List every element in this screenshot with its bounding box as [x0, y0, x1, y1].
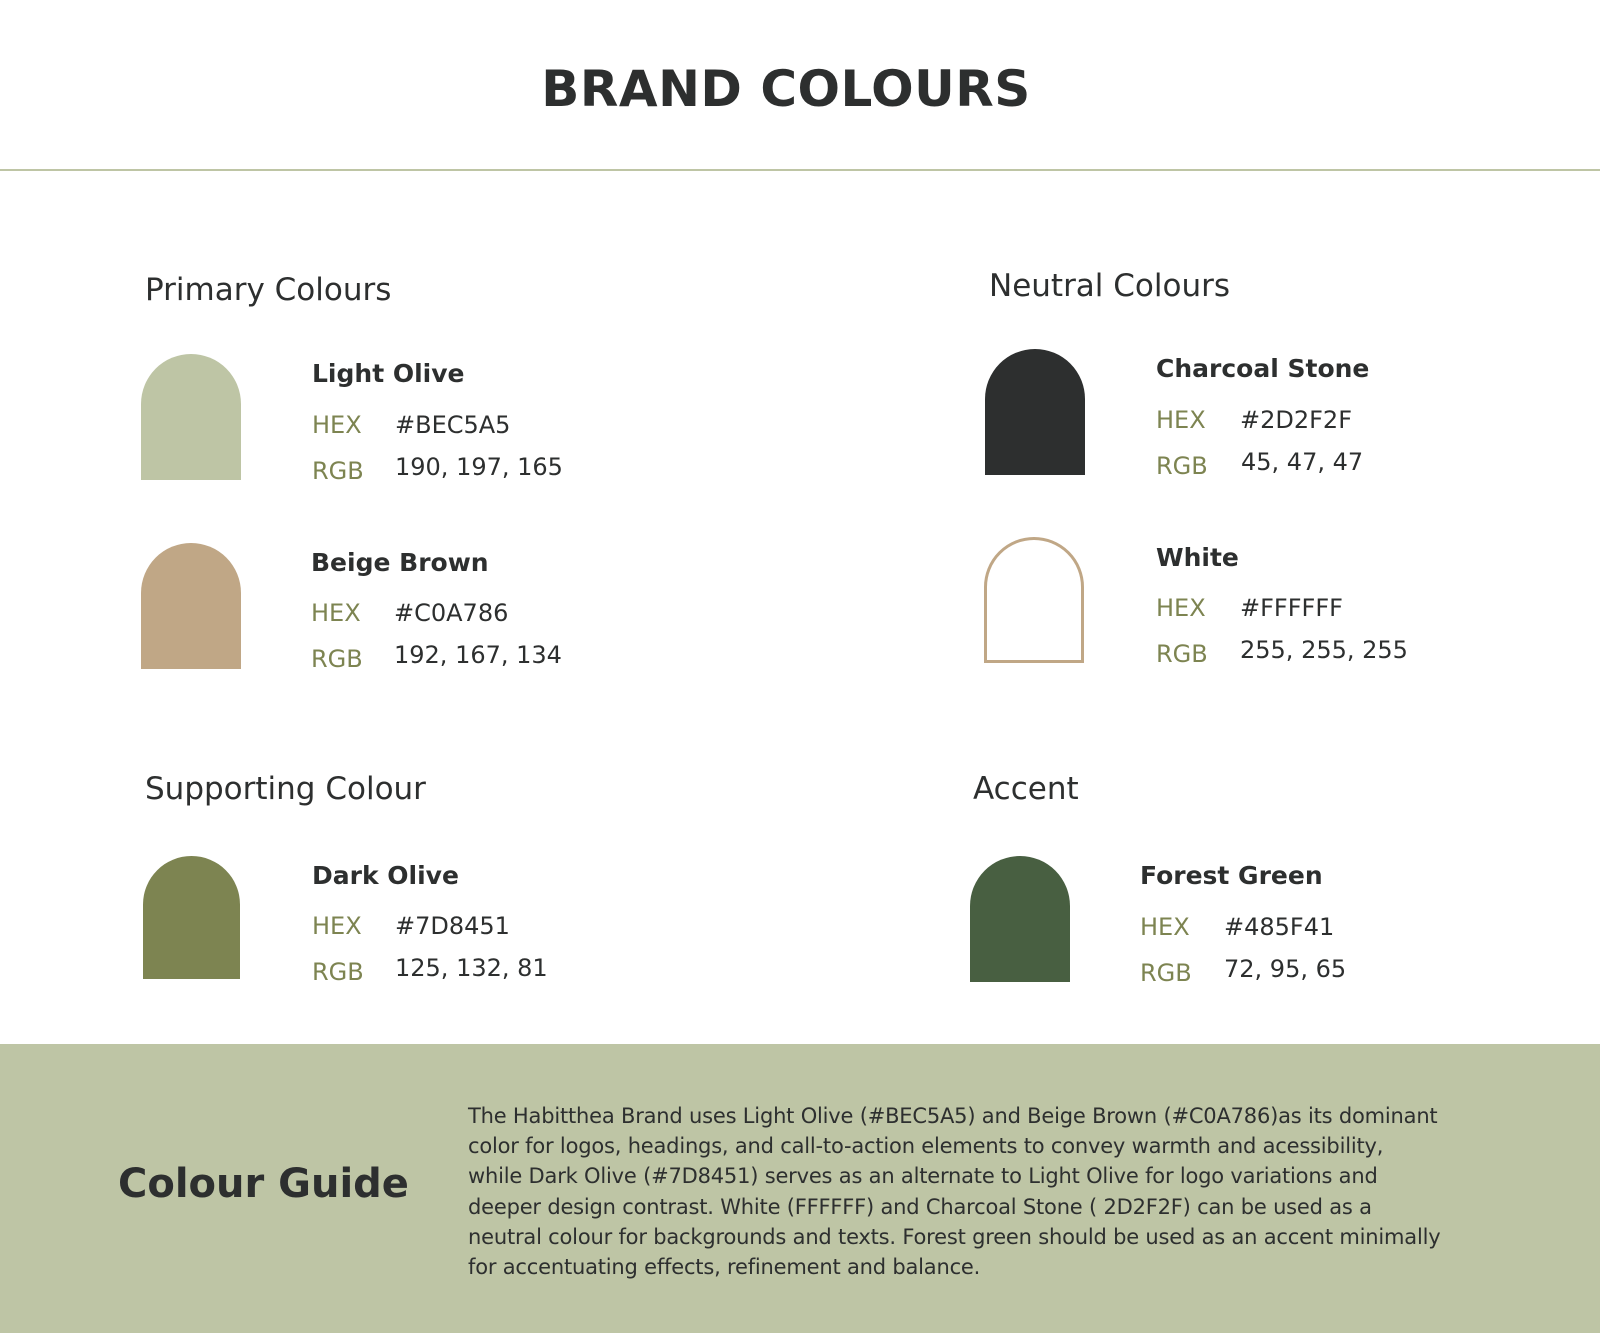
hex-value-white: #FFFFFF	[1240, 594, 1343, 622]
rgb-label: RGB	[312, 457, 364, 485]
section-title-neutral: Neutral Colours	[989, 268, 1231, 304]
header-divider	[0, 169, 1600, 171]
hex-value-forest-green: #485F41	[1224, 913, 1335, 941]
swatch-forest-green	[970, 856, 1070, 982]
swatch-beige-brown	[141, 543, 241, 669]
swatch-light-olive	[141, 354, 241, 480]
rgb-value-beige-brown: 192, 167, 134	[394, 641, 562, 669]
hex-label: HEX	[1156, 594, 1206, 622]
colour-name-dark-olive: Dark Olive	[312, 861, 459, 890]
colour-name-charcoal-stone: Charcoal Stone	[1156, 354, 1370, 383]
hex-value-light-olive: #BEC5A5	[395, 411, 511, 439]
colour-guide-text: The Habitthea Brand uses Light Olive (#BEC5A5) and Beige Brown (#C0A786)as its dominant color for logos, headings, and call-to-action elements to convey warmth and acessibility, while Dark Olive (#7D8451) serves as an alternate to Light Olive for logo variations and deeper design contrast. White (FFFFFF) and Charcoal Stone ( 2D2F2F) can be used as a neutral colour for backgrounds and texts. Forest green should be used as an accent minimally for accentuating effects, refinement and balance.	[468, 1104, 1441, 1280]
page-title: BRAND COLOURS	[541, 60, 1031, 118]
rgb-label: RGB	[312, 958, 364, 986]
swatch-dark-olive	[143, 856, 240, 979]
colour-name-beige-brown: Beige Brown	[311, 548, 489, 577]
rgb-label: RGB	[1140, 959, 1192, 987]
hex-label: HEX	[312, 411, 362, 439]
section-title-primary: Primary Colours	[145, 272, 392, 308]
section-title-supporting: Supporting Colour	[145, 771, 426, 807]
colour-name-white: White	[1156, 543, 1239, 572]
hex-value-beige-brown: #C0A786	[394, 599, 509, 627]
rgb-value-light-olive: 190, 197, 165	[395, 453, 563, 481]
rgb-value-forest-green: 72, 95, 65	[1224, 955, 1347, 983]
colour-name-forest-green: Forest Green	[1140, 861, 1323, 890]
rgb-value-white: 255, 255, 255	[1240, 636, 1408, 664]
hex-label: HEX	[311, 599, 361, 627]
colour-name-light-olive: Light Olive	[312, 359, 465, 388]
colour-guide-title: Colour Guide	[118, 1161, 409, 1207]
hex-label: HEX	[312, 912, 362, 940]
swatch-charcoal-stone	[985, 349, 1085, 475]
rgb-value-dark-olive: 125, 132, 81	[395, 954, 548, 982]
swatch-white	[984, 537, 1084, 663]
hex-value-dark-olive: #7D8451	[395, 912, 510, 940]
hex-label: HEX	[1140, 913, 1190, 941]
hex-label: HEX	[1156, 406, 1206, 434]
rgb-label: RGB	[1156, 640, 1208, 668]
rgb-label: RGB	[1156, 452, 1208, 480]
section-title-accent: Accent	[973, 771, 1079, 807]
hex-value-charcoal-stone: #2D2F2F	[1240, 406, 1353, 434]
rgb-label: RGB	[311, 645, 363, 673]
rgb-value-charcoal-stone: 45, 47, 47	[1241, 448, 1364, 476]
